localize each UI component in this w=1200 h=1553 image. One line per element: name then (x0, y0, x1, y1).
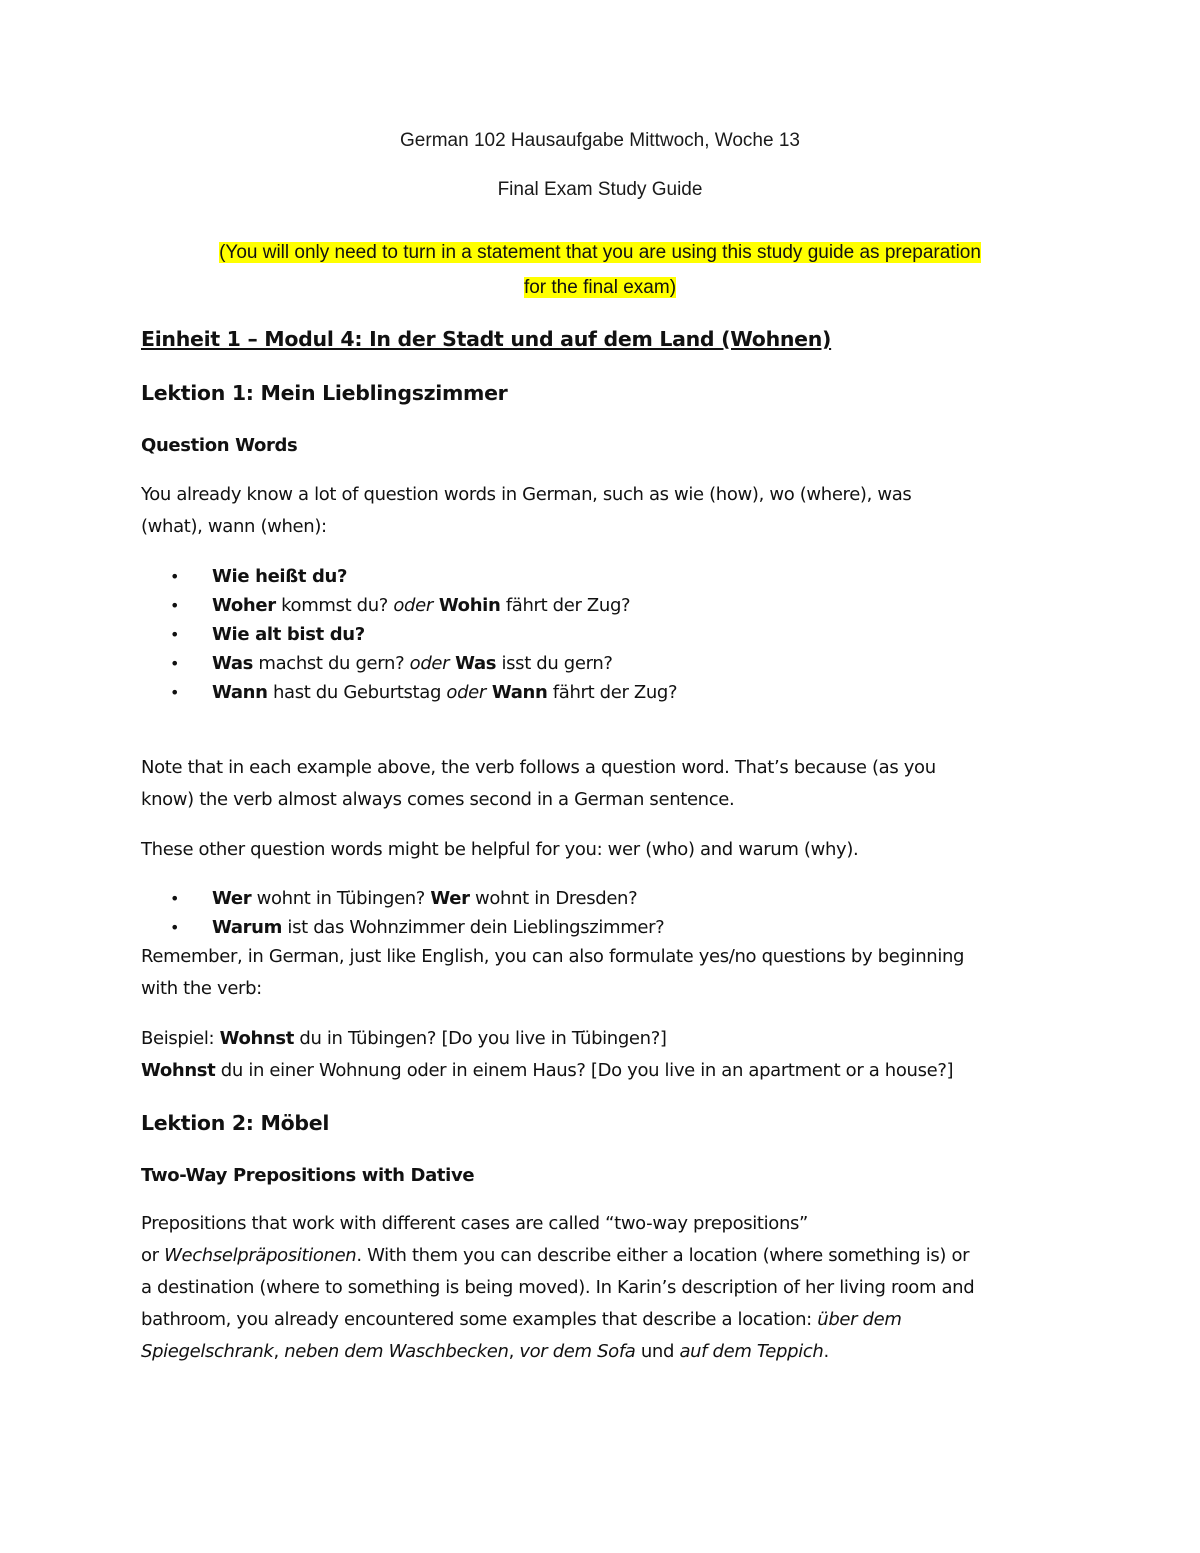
text: ist das Wohnzimmer dein Lieblingszimmer? (282, 917, 665, 938)
text-line (141, 1240, 1061, 1272)
list-item (141, 591, 677, 620)
text: Beispiel: (141, 1028, 220, 1049)
question-examples-list (141, 562, 677, 707)
text: hast du Geburtstag (267, 682, 447, 703)
question-words-subheading: Question Words (141, 435, 298, 456)
bold-text: Wann (212, 682, 268, 703)
two-way-prepositions-subheading: Two-Way Prepositions with Dative (141, 1165, 475, 1186)
prepositions-paragraph (141, 1208, 1061, 1368)
bold-text: Wer (430, 888, 470, 909)
bold-text: Wohnst (219, 1028, 295, 1049)
text: wohnt in Dresden? (469, 888, 638, 909)
italic-text: vor dem Sofa (519, 1341, 636, 1362)
lektion-1-heading: Lektion 1: Mein Lieblingszimmer (141, 381, 508, 405)
bold-text: Wie alt bist du? (212, 624, 365, 645)
text: machst du gern? (253, 653, 410, 674)
text-line: a destination (where to something is being moved). In Karin’s description of her living room and (141, 1277, 975, 1298)
bold-text: Was (212, 653, 254, 674)
text: . (823, 1341, 829, 1362)
yes-no-questions-note (141, 941, 1061, 1005)
bold-text: Warum (212, 917, 283, 938)
highlighted-note-line-1 (0, 242, 1200, 264)
text: und (635, 1341, 680, 1362)
text-line: Prepositions that work with different cases are called “two-way prepositions” (141, 1213, 809, 1234)
italic-text: Spiegelschrank (141, 1341, 274, 1362)
list-item (141, 884, 664, 913)
text: fährt der Zug? (500, 595, 631, 616)
unit-heading: Einheit 1 – Modul 4: In der Stadt und auf dem Land (Wohnen) (141, 327, 832, 351)
list-item (141, 678, 677, 707)
example-line (141, 1055, 1061, 1087)
verb-position-note (141, 752, 1061, 816)
italic-text: oder (446, 682, 486, 703)
text: , (273, 1341, 285, 1362)
text: bathroom, you already encountered some examples that describe a location: (141, 1309, 818, 1330)
italic-text: Wechselpräpositionen (164, 1245, 357, 1266)
text: wohnt in Tübingen? (251, 888, 431, 909)
example-line (141, 1023, 1061, 1055)
italic-text: oder (393, 595, 433, 616)
text-line (141, 1304, 1061, 1336)
text: du in einer Wohnung oder in einem Haus? [Do you live in an apartment or a house?] (215, 1060, 954, 1081)
bold-text: Wer (212, 888, 252, 909)
italic-text: oder (409, 653, 450, 674)
text: isst du gern? (496, 653, 613, 674)
text: fährt der Zug? (547, 682, 678, 703)
italic-text: neben dem Waschbecken (284, 1341, 509, 1362)
bold-text: Wohnst (141, 1060, 216, 1081)
bold-text: Wie heißt du? (212, 566, 348, 587)
text: kommst du? (275, 595, 394, 616)
text: or (141, 1245, 165, 1266)
italic-text: über dem (817, 1309, 902, 1330)
examples-block (141, 1023, 1061, 1087)
highlighted-text: (You will only need to turn in a statement that you are using this study guide as preparation (219, 242, 981, 263)
highlighted-note-line-2 (0, 277, 1200, 299)
bold-text: Wann (485, 682, 548, 703)
lektion-2-heading: Lektion 2: Möbel (141, 1111, 330, 1135)
text: , (508, 1341, 520, 1362)
list-item (141, 649, 677, 678)
intro-paragraph (141, 479, 1061, 543)
other-question-words: These other question words might be helpful for you: wer (who) and warum (why). (141, 839, 859, 860)
text-line: know) the verb almost always comes second in a German sentence. (141, 789, 735, 810)
bold-text: Wohin (432, 595, 501, 616)
highlighted-text: for the final exam) (523, 277, 677, 298)
text: du in Tübingen? [Do you live in Tübingen?] (294, 1028, 667, 1049)
italic-text: auf dem Teppich (679, 1341, 824, 1362)
text-line: Note that in each example above, the verb follows a question word. That’s because (as you (141, 757, 936, 778)
list-item (141, 562, 677, 591)
list-item (141, 620, 677, 649)
text-line: You already know a lot of question words in German, such as wie (how), wo (where), was (141, 484, 912, 505)
bold-text: Woher (212, 595, 276, 616)
text-line: Remember, in German, just like English, you can also formulate yes/no questions by beginning (141, 946, 965, 967)
text: . With them you can describe either a location (where something is) or (356, 1245, 970, 1266)
text-line (141, 1336, 1061, 1368)
wer-warum-list (141, 884, 664, 942)
text-line: with the verb: (141, 978, 262, 999)
document-title: German 102 Hausaufgabe Mittwoch, Woche 13 (400, 130, 800, 151)
bold-text: Was (449, 653, 497, 674)
text-line: (what), wann (when): (141, 516, 327, 537)
list-item (141, 913, 664, 942)
document-subtitle: Final Exam Study Guide (497, 179, 703, 200)
